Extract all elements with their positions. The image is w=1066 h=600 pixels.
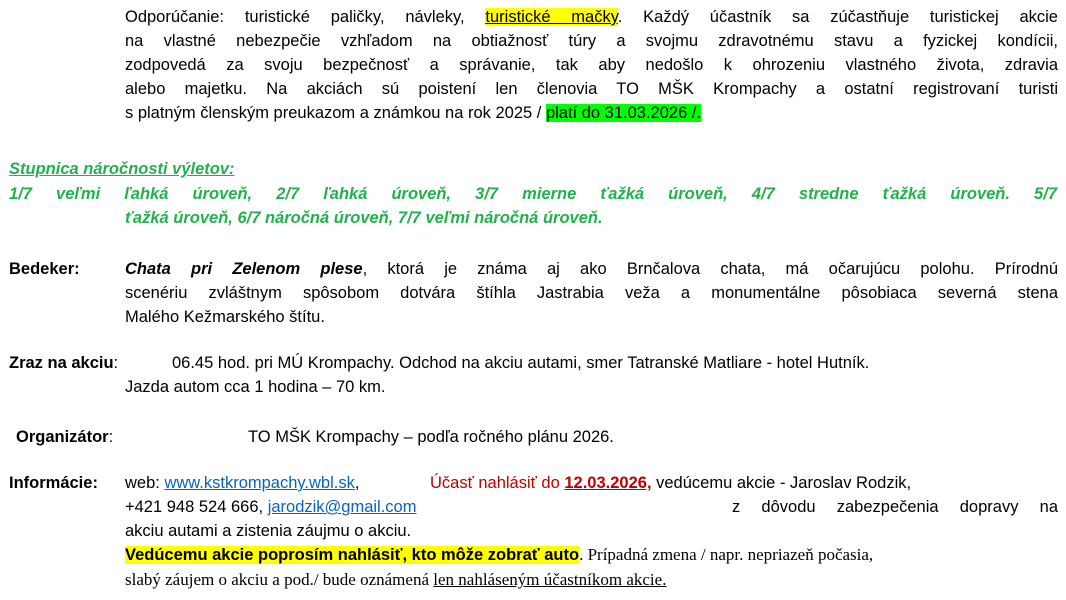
intro-line-3: zodpovedá za svoju bezpečnosť a správanie, tak aby nedošlo k ohrozeniu vlastného života, zdravia <box>125 56 1058 74</box>
organizer-value: TO MŠK Krompachy – podľa ročného plánu 2026. <box>248 428 614 446</box>
info-label: Informácie: <box>9 474 98 492</box>
scale-heading: Stupnica náročnosti výletov: <box>9 160 235 178</box>
website-link[interactable]: www.kstkrompachy.wbl.sk <box>164 474 355 492</box>
bedeker-line-1: Chata pri Zelenom plese, ktorá je známa aj ako Brnčalova chata, má očarujúcu polohu. Prírodnú <box>125 260 1058 278</box>
meeting-label: Zraz na akciu: <box>9 354 119 372</box>
highlight-car-request: Vedúcemu akcie poprosím nahlásiť, kto môže zobrať auto <box>125 546 580 564</box>
info-reason-a: z dôvodu zabezpečenia dopravy na <box>732 498 1058 516</box>
signup-deadline: 12.03.2026, <box>564 474 652 492</box>
scale-line-2: ťažká úroveň, 6/7 náročná úroveň, 7/7 veľmi náročná úroveň. <box>125 209 603 227</box>
intro-line-2: na vlastné nebezpečie vzhľadom na obtiažnosť túry a svojmu zdravotnému stavu a fyzickej kondícii, <box>125 32 1058 50</box>
info-line-2: +421 948 524 666, jarodzik@gmail.com <box>125 498 417 516</box>
info-line-4: Vedúcemu akcie poprosím nahlásiť, kto môže zobrať auto. Prípadná zmena / napr. nepriazeň počasia, <box>125 545 874 564</box>
email-link[interactable]: jarodzik@gmail.com <box>267 498 417 516</box>
bedeker-line-3: Malého Kežmarského štítu. <box>125 308 325 326</box>
intro-line-4: alebo majetku. Na akciách sú poistení len členovia TO MŠK Krompachy a ostatní registrovaní turisti <box>125 80 1058 98</box>
highlight-crampons: turistické mačky <box>485 8 618 26</box>
meeting-line-1: 06.45 hod. pri MÚ Krompachy. Odchod na akciu autami, smer Tatranské Matliare - hotel Hutník. <box>172 354 870 372</box>
highlight-valid-until: platí do 31.03.2026 /. <box>545 104 701 122</box>
info-line-3: akciu autami a zistenia záujmu o akciu. <box>125 522 412 540</box>
bedeker-label: Bedeker: <box>9 260 80 278</box>
intro-line-5: s platným členským preukazom a známkou na rok 2025 / platí do 31.03.2026 /. <box>125 104 701 122</box>
bedeker-place-name: Chata pri Zelenom plese <box>125 260 363 278</box>
intro-line-1: Odporúčanie: turistické paličky, návleky, turistické mačky. Každý účastník sa zúčastňuje turistickej akcie <box>125 8 1058 26</box>
meeting-line-2: Jazda autom cca 1 hodina – 70 km. <box>125 378 386 396</box>
info-line-1: web: www.kstkrompachy.wbl.sk, <box>125 474 360 492</box>
scale-line-1: 1/7 veľmi ľahká úroveň, 2/7 ľahká úroveň, 3/7 mierne ťažká úroveň, 4/7 stredne ťažká úroveň. 5/7 <box>9 185 1057 203</box>
info-signup: Účasť nahlásiť do 12.03.2026, vedúcemu akcie - Jaroslav Rodzik, <box>430 474 912 492</box>
bedeker-line-2: scenériu zvláštnym spôsobom dotvára štíhla Jastrabia veža a monumentálne pôsobiaca severná stena <box>125 284 1058 302</box>
organizer-label: Organizátor: <box>16 428 114 446</box>
info-line-5: slabý záujem o akciu a pod./ bude oznámená len nahláseným účastníkom akcie. <box>125 570 667 589</box>
